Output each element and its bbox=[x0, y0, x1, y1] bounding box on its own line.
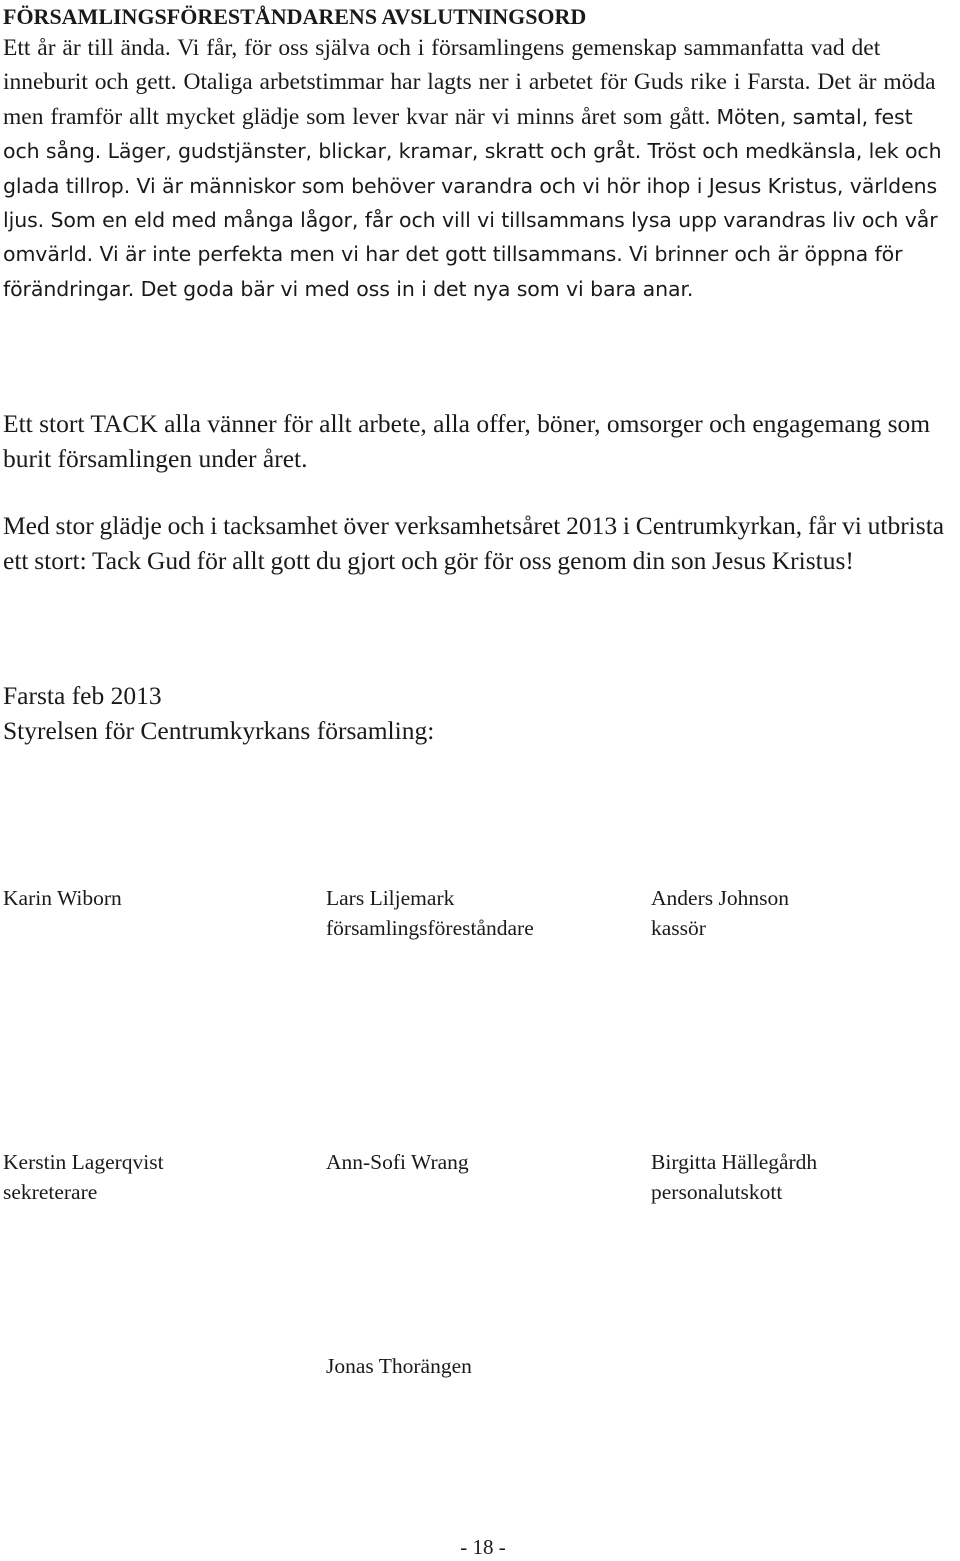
signatory-role: kassör bbox=[651, 915, 706, 940]
signatory bbox=[651, 1148, 817, 1207]
intro-text-sans: Möten, samtal, fest och sång. Läger, gudstjänster, blickar, kramar, skratt och gråt. Tröst och medkänsla, lek och glada tillrop. Vi är människor som behöver varandra och vi hör ihop i Jesus Kristus, världens ljus. Som en eld med många lågor, får och vill vi tillsammans lysa upp varandras liv och vår omvärld. Vi är inte perfekta men vi har det gott tillsammans. Vi brinner och är öppna för förändringar. Det goda bär vi med oss in i det nya som vi bara anar. bbox=[3, 104, 942, 301]
signatory bbox=[326, 1352, 472, 1382]
signatory-name: Lars Liljemark bbox=[326, 886, 455, 910]
signatory-name: Birgitta Hällegårdh bbox=[651, 1150, 818, 1174]
signatory-name: Jonas Thorängen bbox=[326, 1354, 472, 1378]
intro-paragraph bbox=[3, 31, 955, 306]
board-line: Styrelsen för Centrumkyrkans församling: bbox=[3, 715, 435, 745]
gratitude-paragraph: Med stor glädje och i tacksamhet över verksamhetsåret 2013 i Centrumkyrkan, får vi utbrista ett stort: Tack Gud för allt gott du gjort och gör för oss genom din son Jesus Kristus! bbox=[3, 511, 945, 575]
signatory-role: sekreterare bbox=[3, 1179, 98, 1204]
signatory-name: Karin Wiborn bbox=[3, 886, 122, 910]
place-date: Farsta feb 2013 bbox=[3, 681, 162, 710]
thanks-paragraph: Ett stort TACK alla vänner för allt arbete, alla offer, böner, omsorger och engagemang som burit församlingen under året. bbox=[3, 409, 931, 473]
page-number: - 18 - bbox=[460, 1535, 506, 1559]
document-heading: FÖRSAMLINGSFÖRESTÅNDARENS AVSLUTNINGSORD bbox=[3, 4, 587, 29]
signatory bbox=[326, 884, 534, 943]
signatory-role: församlingsföreståndare bbox=[326, 915, 534, 940]
signatory-name: Anders Johnson bbox=[651, 886, 789, 910]
signatory-role: personalutskott bbox=[651, 1179, 783, 1204]
signatory bbox=[326, 1148, 469, 1178]
signatory bbox=[3, 884, 122, 914]
signatory-name: Ann-Sofi Wrang bbox=[326, 1150, 469, 1174]
signatory-name: Kerstin Lagerqvist bbox=[3, 1150, 164, 1174]
intro-text-serif: Ett år är till ända. Vi får, för oss själva och i församlingens gemenskap sammanfatta vad det inneburit och gett. Otaliga arbetstimmar har lagts ner i arbetet för Guds rike i Farsta. Det är möda men framför allt mycket glädje som lever kvar när vi minns året som gått. bbox=[3, 35, 936, 130]
signing-block bbox=[3, 679, 955, 748]
signatory bbox=[651, 884, 789, 943]
signatory bbox=[3, 1148, 164, 1207]
